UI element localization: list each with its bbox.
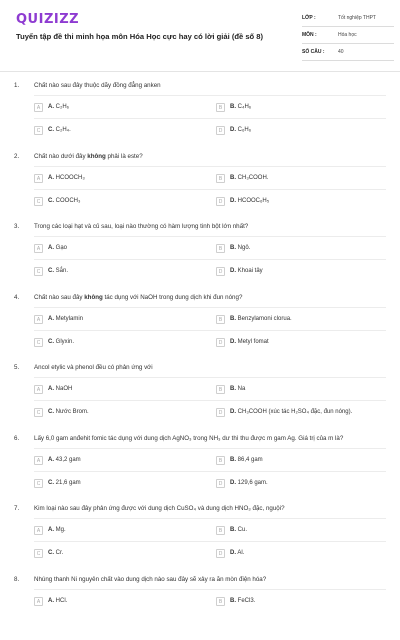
option-checkbox[interactable]: C	[34, 338, 43, 347]
option-letter: A.	[48, 315, 54, 322]
option-value: Benzylamoni clorua.	[236, 315, 292, 322]
question-number: 7.	[14, 505, 20, 512]
option-value: Na	[236, 386, 246, 392]
question-number: 1.	[14, 82, 20, 89]
question-divider	[34, 166, 386, 167]
question-divider	[34, 95, 386, 96]
option-letter: A.	[48, 386, 54, 392]
worksheet-header	[0, 0, 400, 72]
option-checkbox[interactable]: A	[34, 526, 43, 535]
option-letter: D.	[230, 268, 236, 274]
question-text: Ancol etylic và phenol đều có phản ứng với	[34, 364, 153, 371]
question-text-part: tác dụng với NaOH trong dung dịch khi đun nóng?	[102, 293, 243, 301]
answer-option-c[interactable]	[34, 548, 204, 560]
option-value: 86,4 gam	[236, 456, 263, 463]
option-label	[230, 386, 245, 392]
answer-option-b[interactable]	[216, 173, 386, 185]
option-label	[48, 598, 67, 604]
question-text: Nhúng thanh Ni nguyên chất vào dung dịch nào sau đây sẽ xảy ra ăn mòn điện hóa?	[34, 575, 267, 583]
question-divider	[34, 448, 386, 449]
option-label	[48, 316, 83, 322]
option-label	[230, 409, 352, 415]
answer-option-a[interactable]	[34, 596, 204, 608]
question	[0, 76, 400, 146]
option-checkbox[interactable]: D	[216, 338, 225, 347]
option-divider	[34, 330, 386, 331]
option-letter: A.	[48, 174, 54, 181]
option-letter: C.	[48, 127, 54, 133]
option-divider	[34, 471, 386, 472]
option-checkbox[interactable]: C	[34, 408, 43, 417]
question	[0, 570, 400, 640]
option-value: Metyl fomat	[236, 338, 269, 345]
option-value: HCl.	[54, 597, 68, 604]
option-value: CH₃COOH (xúc tác H₂SO₄ đặc, đun nóng).	[236, 409, 353, 415]
question-divider	[34, 236, 386, 237]
option-checkbox[interactable]: B	[216, 385, 225, 394]
question-number: 4.	[14, 293, 20, 301]
answer-option-c[interactable]	[34, 125, 204, 137]
meta-value: Hóa học	[338, 32, 357, 38]
option-label	[230, 245, 250, 251]
option-value: C₂H₄.	[54, 127, 71, 133]
question-text: Chất nào sau đây thuộc dãy đồng đẳng anken	[34, 82, 161, 89]
option-value: C₆H₆	[236, 127, 252, 133]
option-checkbox[interactable]: C	[34, 267, 43, 276]
option-letter: B.	[230, 456, 236, 463]
option-checkbox[interactable]: B	[216, 315, 225, 324]
option-letter: B.	[230, 315, 236, 322]
option-label	[48, 268, 68, 274]
meta-key: LỚP :	[302, 15, 316, 21]
answer-option-b[interactable]	[216, 243, 386, 255]
option-letter: B.	[230, 245, 236, 251]
option-checkbox[interactable]: D	[216, 408, 225, 417]
option-letter: A.	[48, 527, 54, 533]
answer-option-a[interactable]	[34, 455, 204, 467]
answer-option-d[interactable]	[216, 407, 386, 419]
answer-option-a[interactable]	[34, 314, 204, 326]
option-checkbox[interactable]: D	[216, 126, 225, 135]
option-checkbox[interactable]: B	[216, 103, 225, 112]
option-label	[230, 339, 269, 345]
option-label	[230, 175, 268, 181]
option-checkbox[interactable]: B	[216, 174, 225, 183]
option-letter: C.	[48, 197, 54, 204]
option-label	[230, 527, 247, 533]
option-checkbox[interactable]: B	[216, 456, 225, 465]
meta-row-subject	[302, 29, 394, 44]
question	[0, 358, 400, 428]
option-label	[230, 198, 269, 204]
question-number: 5.	[14, 364, 20, 371]
answer-option-a[interactable]	[34, 102, 204, 114]
option-letter: C.	[48, 268, 54, 274]
option-letter: A.	[48, 456, 54, 463]
option-label	[48, 104, 69, 110]
option-divider	[34, 541, 386, 542]
answer-option-c[interactable]	[34, 407, 204, 419]
option-value: 43,2 gam	[54, 456, 81, 463]
option-label	[48, 127, 71, 133]
question	[0, 147, 400, 217]
option-label	[230, 457, 263, 463]
question-text-part: Chất nào sau đây	[34, 293, 85, 301]
option-label	[48, 480, 81, 486]
answer-option-d[interactable]	[216, 196, 386, 208]
option-checkbox[interactable]: A	[34, 244, 43, 253]
option-divider	[34, 400, 386, 401]
option-label	[48, 198, 80, 204]
answer-option-c[interactable]	[34, 196, 204, 208]
option-divider	[34, 118, 386, 119]
option-checkbox[interactable]: B	[216, 244, 225, 253]
answer-option-d[interactable]	[216, 548, 386, 560]
option-label	[48, 550, 63, 556]
answer-option-b[interactable]	[216, 525, 386, 537]
option-letter: A.	[48, 597, 54, 604]
option-letter: D.	[230, 197, 236, 204]
meta-key: MÔN :	[302, 32, 317, 38]
option-label	[230, 127, 251, 133]
answer-option-a[interactable]	[34, 243, 204, 255]
option-label	[230, 598, 255, 604]
question-text-part: phải là este?	[105, 152, 143, 160]
quizizz-logo: QUIZIZZ	[16, 12, 80, 27]
option-label	[48, 245, 67, 251]
option-letter: C.	[48, 338, 54, 345]
option-checkbox[interactable]: A	[34, 385, 43, 394]
option-letter: B.	[230, 527, 236, 533]
answer-option-b[interactable]	[216, 384, 386, 396]
option-value: Ngô.	[236, 245, 251, 251]
answer-option-b[interactable]	[216, 102, 386, 114]
option-value: HCOOC₆H₅	[236, 197, 270, 204]
option-letter: C.	[48, 550, 54, 556]
answer-option-b[interactable]	[216, 455, 386, 467]
option-letter: D.	[230, 479, 236, 486]
option-label	[48, 339, 74, 345]
option-divider	[34, 189, 386, 190]
question	[0, 288, 400, 358]
option-checkbox[interactable]: A	[34, 315, 43, 324]
answer-option-a[interactable]	[34, 384, 204, 396]
option-label	[48, 457, 81, 463]
option-label	[48, 527, 66, 533]
option-value: C₂H₆	[54, 104, 70, 110]
answer-option-b[interactable]	[216, 314, 386, 326]
question-divider	[34, 589, 386, 590]
option-value: Mg.	[54, 527, 66, 533]
option-letter: A.	[48, 245, 54, 251]
option-letter: D.	[230, 409, 236, 415]
option-value: Al.	[236, 550, 245, 556]
option-value: Nước Brom.	[54, 409, 89, 415]
option-letter: A.	[48, 104, 54, 110]
option-checkbox[interactable]: A	[34, 174, 43, 183]
question-emphasis: không	[87, 152, 106, 160]
answer-option-d[interactable]	[216, 478, 386, 490]
question	[0, 429, 400, 499]
question-text: Kim loại nào sau đây phản ứng được với dung dịch CuSO₄ và dung dịch HNO₃ đặc, nguội?	[34, 505, 285, 512]
question-emphasis: không	[84, 293, 103, 301]
option-value: NaOH	[54, 386, 73, 392]
meta-row-class	[302, 12, 394, 27]
option-value: CH₃COOH.	[236, 174, 269, 181]
option-value: COOCH₃	[54, 197, 81, 204]
option-letter: C.	[48, 479, 54, 486]
option-label	[230, 316, 292, 322]
answer-option-d[interactable]	[216, 337, 386, 349]
option-value: FeCl3.	[236, 597, 256, 604]
option-letter: B.	[230, 104, 236, 110]
answer-option-a[interactable]	[34, 525, 204, 537]
option-value: Glyxin.	[54, 338, 75, 345]
question-text: Lấy 6,0 gam anđehit fomic tác dụng với dung dịch AgNO₃ trong NH₃ dư thì thu được m gam Ag. Giá trị của m là?	[34, 434, 344, 442]
question-divider	[34, 377, 386, 378]
option-checkbox[interactable]: A	[34, 456, 43, 465]
option-letter: D.	[230, 338, 236, 345]
meta-key: SỐ CÂU :	[302, 49, 325, 55]
question-number: 3.	[14, 223, 20, 230]
meta-value: 40	[338, 49, 344, 55]
answer-option-a[interactable]	[34, 173, 204, 185]
option-value: Metylamin	[54, 315, 84, 322]
option-checkbox[interactable]: A	[34, 597, 43, 606]
option-checkbox[interactable]: D	[216, 267, 225, 276]
option-value: HCOOCH₃	[54, 174, 85, 181]
question-text: Trong các loại hạt và củ sau, loại nào thường có hàm lượng tinh bột lớn nhất?	[34, 223, 249, 230]
question-text	[34, 294, 386, 301]
option-label	[230, 104, 251, 110]
option-label	[230, 268, 263, 274]
option-letter: D.	[230, 127, 236, 133]
option-value: 21,6 gam	[54, 479, 81, 486]
question-number: 2.	[14, 152, 20, 160]
option-checkbox[interactable]: B	[216, 526, 225, 535]
option-value: Cr.	[54, 550, 64, 556]
question-text	[34, 153, 386, 160]
option-checkbox[interactable]: A	[34, 103, 43, 112]
option-letter: D.	[230, 550, 236, 556]
answer-option-b[interactable]	[216, 596, 386, 608]
question-text-part: Chất nào dưới đây	[34, 152, 88, 160]
option-letter: B.	[230, 597, 236, 604]
answer-option-d[interactable]	[216, 266, 386, 278]
answer-option-c[interactable]	[34, 266, 204, 278]
option-value: Cu.	[236, 527, 248, 533]
option-checkbox[interactable]: D	[216, 197, 225, 206]
option-letter: B.	[230, 386, 236, 392]
option-divider	[34, 259, 386, 260]
option-checkbox[interactable]: C	[34, 126, 43, 135]
question	[0, 217, 400, 287]
option-value: 129,6 gam.	[236, 479, 268, 486]
option-letter: C.	[48, 409, 54, 415]
option-value: C₄H₆	[236, 104, 252, 110]
question-divider	[34, 518, 386, 519]
question	[0, 499, 400, 569]
option-label	[48, 386, 72, 392]
option-checkbox[interactable]: C	[34, 197, 43, 206]
option-checkbox[interactable]: C	[34, 549, 43, 558]
question-number: 6.	[14, 434, 20, 442]
option-label	[48, 409, 89, 415]
option-checkbox[interactable]: D	[216, 549, 225, 558]
option-label	[230, 550, 244, 556]
option-value: Sắn.	[54, 268, 69, 274]
answer-option-c[interactable]	[34, 337, 204, 349]
option-checkbox[interactable]: D	[216, 479, 225, 488]
option-checkbox[interactable]: C	[34, 479, 43, 488]
option-value: Gạo	[54, 245, 68, 251]
option-checkbox[interactable]: B	[216, 597, 225, 606]
answer-option-d[interactable]	[216, 125, 386, 137]
option-label	[48, 175, 85, 181]
question-divider	[34, 307, 386, 308]
option-letter: B.	[230, 174, 236, 181]
worksheet-meta	[302, 12, 394, 61]
answer-option-c[interactable]	[34, 478, 204, 490]
meta-row-question-count	[302, 46, 394, 61]
option-label	[230, 480, 268, 486]
meta-value: Tốt nghiệp THPT	[338, 15, 376, 21]
question-number: 8.	[14, 575, 20, 583]
option-value: Khoai tây	[236, 268, 263, 274]
worksheet-title: Tuyển tập đề thi minh họa môn Hóa Học cực hay có lời giải (đề số 8)	[16, 32, 264, 41]
